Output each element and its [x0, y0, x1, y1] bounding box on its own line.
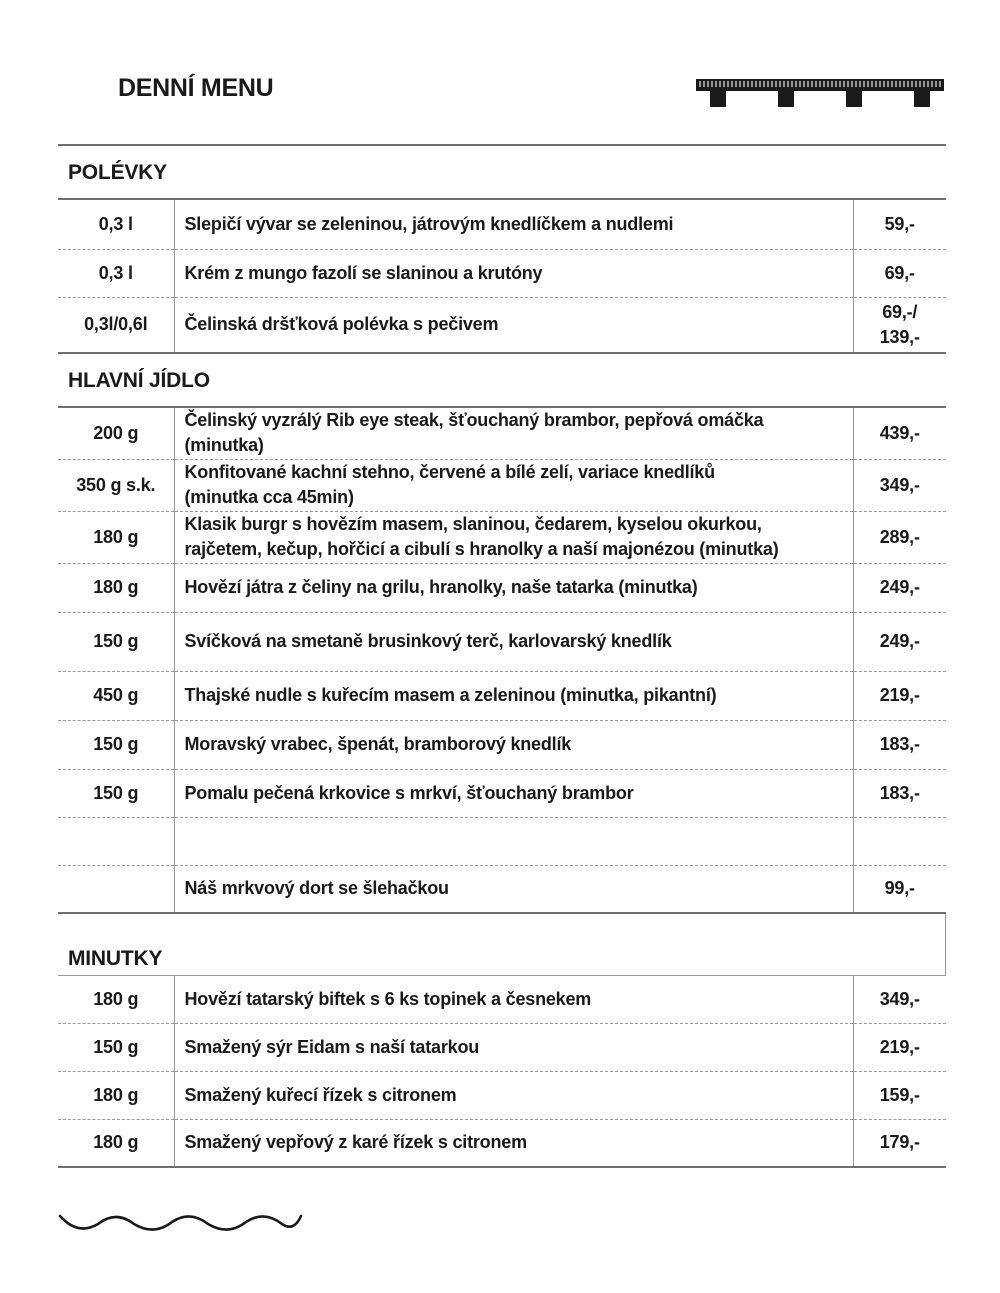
- menu-row: [58, 1071, 946, 1119]
- item-qty: 180 g: [58, 975, 174, 1023]
- item-price: 349,-: [853, 459, 945, 511]
- section-title-mains: HLAVNÍ JÍDLO: [58, 353, 946, 407]
- item-qty: 150 g: [58, 769, 174, 817]
- item-name: Thajské nudle s kuřecím masem a zeleninou (minutka, pikantní): [174, 671, 853, 720]
- item-qty: [58, 865, 174, 913]
- item-qty: 0,3 l: [58, 199, 174, 249]
- item-name-line: Čelinský vyzrálý Rib eye steak, šťouchaný brambor, pepřová omáčka: [184, 410, 764, 431]
- item-name: Krém z mungo fazolí se slaninou a krutóny: [174, 249, 853, 297]
- item-price: 219,-: [853, 671, 945, 720]
- item-price: 219,-: [853, 1023, 945, 1071]
- item-qty: 150 g: [58, 1023, 174, 1071]
- menu-row: [58, 511, 946, 563]
- menu-row: [58, 865, 946, 913]
- menu-row: [58, 1023, 946, 1071]
- menu-row: [58, 199, 946, 249]
- item-name: [174, 459, 853, 511]
- item-name: [174, 511, 853, 563]
- item-price: 179,-: [853, 1119, 945, 1167]
- item-name: Hovězí tatarský biftek s 6 ks topinek a česnekem: [174, 975, 853, 1023]
- item-name: Čelinská dršťková polévka s pečivem: [174, 297, 853, 353]
- item-price-line: 139,-: [879, 326, 920, 347]
- item-name: Hovězí játra z čeliny na grilu, hranolky, naše tatarka (minutka): [174, 563, 853, 612]
- menu-row-empty: [58, 817, 946, 865]
- section-header-mains: [58, 353, 946, 407]
- menu-row: [58, 671, 946, 720]
- item-qty: 200 g: [58, 407, 174, 459]
- item-price: [853, 297, 945, 353]
- item-name-line: Klasik burgr s hovězím masem, slaninou, čedarem, kyselou okurkou,: [184, 514, 762, 534]
- menu-row: [58, 612, 946, 671]
- item-price: 289,-: [853, 511, 945, 563]
- item-qty: [58, 817, 174, 865]
- item-name: Smažený sýr Eidam s naší tatarkou: [174, 1023, 853, 1071]
- menu-row: [58, 720, 946, 769]
- item-name: Smažený kuřecí řízek s citronem: [174, 1071, 853, 1119]
- item-price: 183,-: [853, 720, 945, 769]
- item-qty: 150 g: [58, 720, 174, 769]
- item-price: [853, 817, 945, 865]
- item-price: 183,-: [853, 769, 945, 817]
- item-price: 249,-: [853, 563, 945, 612]
- item-price: 159,-: [853, 1071, 945, 1119]
- item-price: 249,-: [853, 612, 945, 671]
- item-name: Slepičí vývar se zeleninou, játrovým knedlíčkem a nudlemi: [174, 199, 853, 249]
- item-qty: 0,3l/0,6l: [58, 297, 174, 353]
- item-qty: 450 g: [58, 671, 174, 720]
- section-title-soups: POLÉVKY: [58, 145, 946, 199]
- item-name: [174, 817, 853, 865]
- item-name: [174, 407, 853, 459]
- menu-row: [58, 459, 946, 511]
- menu-row: [58, 975, 946, 1023]
- menu-row: [58, 407, 946, 459]
- wave-icon: [58, 1206, 303, 1236]
- item-qty: 180 g: [58, 511, 174, 563]
- item-name-line: (minutka): [184, 435, 264, 456]
- item-name: Pomalu pečená krkovice s mrkví, šťouchaný brambor: [174, 769, 853, 817]
- item-price: 99,-: [853, 865, 945, 913]
- menu-row: [58, 297, 946, 353]
- menu-table: [58, 144, 946, 1168]
- item-qty: 180 g: [58, 1119, 174, 1167]
- section-title-minutky: MINUTKY: [58, 913, 946, 975]
- bridge-icon: [696, 79, 944, 109]
- item-qty: 180 g: [58, 563, 174, 612]
- item-name: Náš mrkvový dort se šlehačkou: [174, 865, 853, 913]
- item-name-line: Konfitované kachní stehno, červené a bílé zelí, variace knedlíků: [184, 462, 715, 482]
- item-qty: 350 g s.k.: [58, 459, 174, 511]
- item-name: Svíčková na smetaně brusinkový terč, karlovarský knedlík: [174, 612, 853, 671]
- menu-row: [58, 1119, 946, 1167]
- item-price: 349,-: [879, 988, 920, 1009]
- menu-row: [58, 563, 946, 612]
- item-price: 439,-: [879, 422, 920, 443]
- item-name: Smažený vepřový z karé řízek s citronem: [174, 1119, 853, 1167]
- item-qty: 150 g: [58, 612, 174, 671]
- menu-row: [58, 249, 946, 297]
- item-name-line: rajčetem, kečup, hořčicí a cibulí s hranolky a naší majonézou (minutka): [184, 539, 779, 559]
- item-price: 69,-: [853, 249, 945, 297]
- section-header-minutky: [58, 913, 946, 975]
- item-qty: 180 g: [58, 1071, 174, 1119]
- item-name: Moravský vrabec, špenát, bramborový knedlík: [174, 720, 853, 769]
- item-name-line: (minutka cca 45min): [184, 487, 354, 507]
- item-price-line: 69,-/: [882, 301, 918, 322]
- menu-row: [58, 769, 946, 817]
- item-qty: 0,3 l: [58, 249, 174, 297]
- item-price: 59,-: [884, 213, 915, 234]
- section-header-soups: [58, 145, 946, 199]
- page-title: DENNÍ MENU: [118, 74, 274, 102]
